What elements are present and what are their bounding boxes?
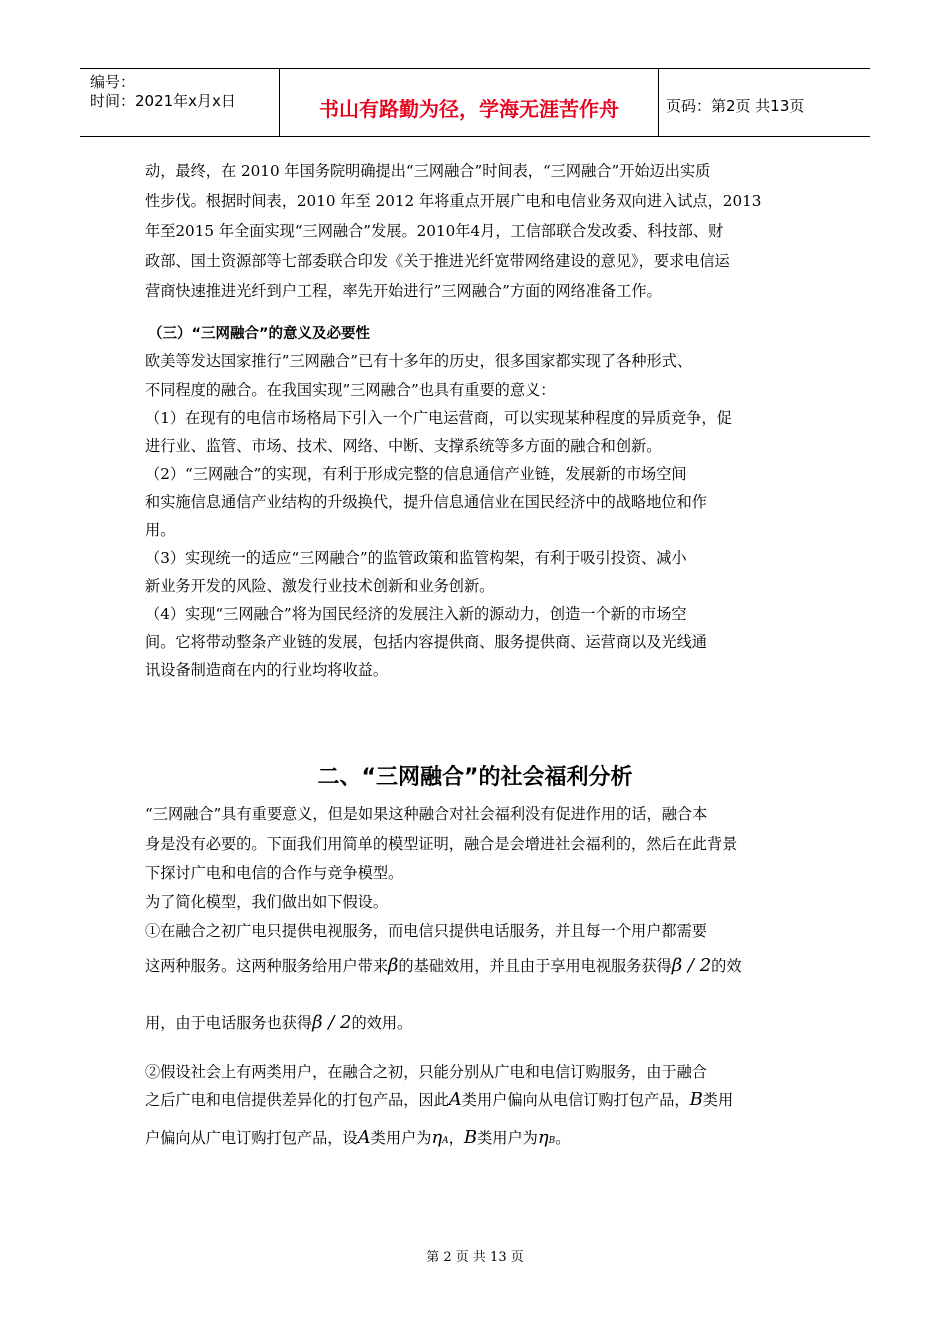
text-run: 的基础效用，并且由于享用电视服务获得 [398, 957, 672, 975]
page-info: 页码：第2页 共13页 [666, 97, 805, 115]
text-run: 。 [555, 1129, 571, 1147]
paragraph-line: 间。它将带动整条产业链的发展，包括内容提供商、服务提供商、运营商以及光线通 [145, 633, 707, 651]
text-run: 户偏向从广电订购打包产品，设 [145, 1129, 358, 1147]
time-label: 时间：2021年x月x日 [90, 92, 236, 110]
math-subscript: B [548, 1136, 556, 1146]
paragraph-line: 讯设备制造商在内的行业均将收益。 [145, 661, 388, 679]
text-run: 类用户为 [370, 1129, 432, 1147]
math-eta: η [431, 1127, 443, 1148]
paragraph-line: （2）“三网融合”的实现，有利于形成完整的信息通信产业链，发展新的市场空间 [145, 465, 687, 483]
math-beta-half: β / 2 [671, 955, 712, 976]
paragraph-line: 年至2015 年全面实现“三网融合”发展。2010年4月，工信部联合发改委、科技部、财 [145, 222, 724, 240]
text-run: 类用户为 [477, 1129, 538, 1147]
text-run: 类用 [702, 1091, 734, 1109]
paragraph-line: （4）实现“三网融合”将为国民经济的发展注入新的源动力，创造一个新的市场空 [145, 605, 687, 623]
header-motto-cell [279, 69, 659, 136]
subheading: （三）“三网融合”的意义及必要性 [148, 326, 371, 342]
text-run: ， [448, 1129, 464, 1147]
paragraph-line-with-math [145, 1012, 805, 1033]
text-run: 用，由于电话服务也获得 [145, 1014, 313, 1032]
header-page-cell [658, 69, 870, 136]
number-label: 编号： [90, 73, 136, 91]
paragraph-line: 不同程度的融合。在我国实现”三网融合”也具有重要的意义： [145, 381, 556, 399]
paragraph-line: “三网融合”具有重要意义，但是如果这种融合对社会福利没有促进作用的话，融合本 [145, 805, 708, 823]
paragraph-line: 动，最终，在 2010 年国务院明确提出“三网融合”时间表，“三网融合”开始迈出实质 [145, 162, 711, 180]
paragraph-line: 进行业、监管、市场、技术、网络、中断、支撑系统等多方面的融合和创新。 [145, 437, 662, 455]
math-B: B [689, 1089, 703, 1110]
paragraph-line: 和实施信息通信产业结构的升级换代，提升信息通信业在国民经济中的战略地位和作 [145, 493, 707, 511]
math-A: A [448, 1089, 462, 1110]
paragraph-line: ①在融合之初广电只提供电视服务，而电信只提供电话服务，并且每一个用户都需要 [145, 922, 707, 940]
text-run: 的效用。 [351, 1014, 413, 1032]
paragraph-line-with-math [145, 1089, 805, 1110]
paragraph-line: （3）实现统一的适应“三网融合”的监管政策和监管构架，有利于吸引投资、减小 [145, 549, 687, 567]
paragraph-line: 营商快速推进光纤到户工程，率先开始进行”三网融合”方面的网络准备工作。 [145, 282, 662, 300]
paragraph-line: 为了简化模型，我们做出如下假设。 [145, 893, 388, 911]
math-B: B [463, 1127, 478, 1148]
paragraph-line-with-math [145, 1127, 805, 1148]
header-meta-cell [80, 69, 278, 136]
paragraph-line: 欧美等发达国家推行”三网融合”已有十多年的历史，很多国家都实现了各种形式、 [145, 352, 693, 370]
math-beta: β [388, 955, 399, 976]
paragraph-line: 下探讨广电和电信的合作与竞争模型。 [145, 864, 404, 882]
text-run: 这两种服务。这两种服务给用户带来 [145, 957, 388, 975]
paragraph-line: 性步伐。根据时间表，2010 年至 2012 年将重点开展广电和电信业务双向进入试点，2013 [145, 192, 762, 210]
document-header [80, 68, 870, 137]
paragraph-line-with-math [145, 955, 805, 976]
text-run: 类用户偏向从电信订购打包产品， [461, 1091, 690, 1109]
math-A: A [357, 1127, 371, 1148]
paragraph-line: ②假设社会上有两类用户，在融合之初，只能分别从广电和电信订购服务，由于融合 [145, 1063, 707, 1081]
paragraph-line: 身是没有必要的。下面我们用简单的模型证明，融合是会增进社会福利的，然后在此背景 [145, 835, 738, 853]
math-eta: η [537, 1127, 549, 1148]
paragraph-line: 用。 [145, 521, 176, 539]
text-run: 之后广电和电信提供差异化的打包产品，因此 [145, 1091, 449, 1109]
page-footer: 第 2 页 共 13 页 [426, 1250, 524, 1265]
paragraph-line: （1）在现有的电信市场格局下引入一个广电运营商，可以实现某种程度的异质竞争，促 [145, 409, 732, 427]
motto: 书山有路勤为径，学海无涯苦作舟 [319, 97, 619, 121]
section-heading: 二、“三网融合”的社会福利分析 [317, 765, 633, 790]
paragraph-line: 政部、国土资源部等七部委联合印发《关于推进光纤宽带网络建设的意见》，要求电信运 [145, 252, 730, 270]
paragraph-line: 新业务开发的风险、激发行业技术创新和业务创新。 [145, 577, 495, 595]
text-run: 的效 [711, 957, 742, 975]
math-subscript: A [442, 1136, 449, 1146]
math-beta-half: β / 2 [312, 1012, 352, 1033]
